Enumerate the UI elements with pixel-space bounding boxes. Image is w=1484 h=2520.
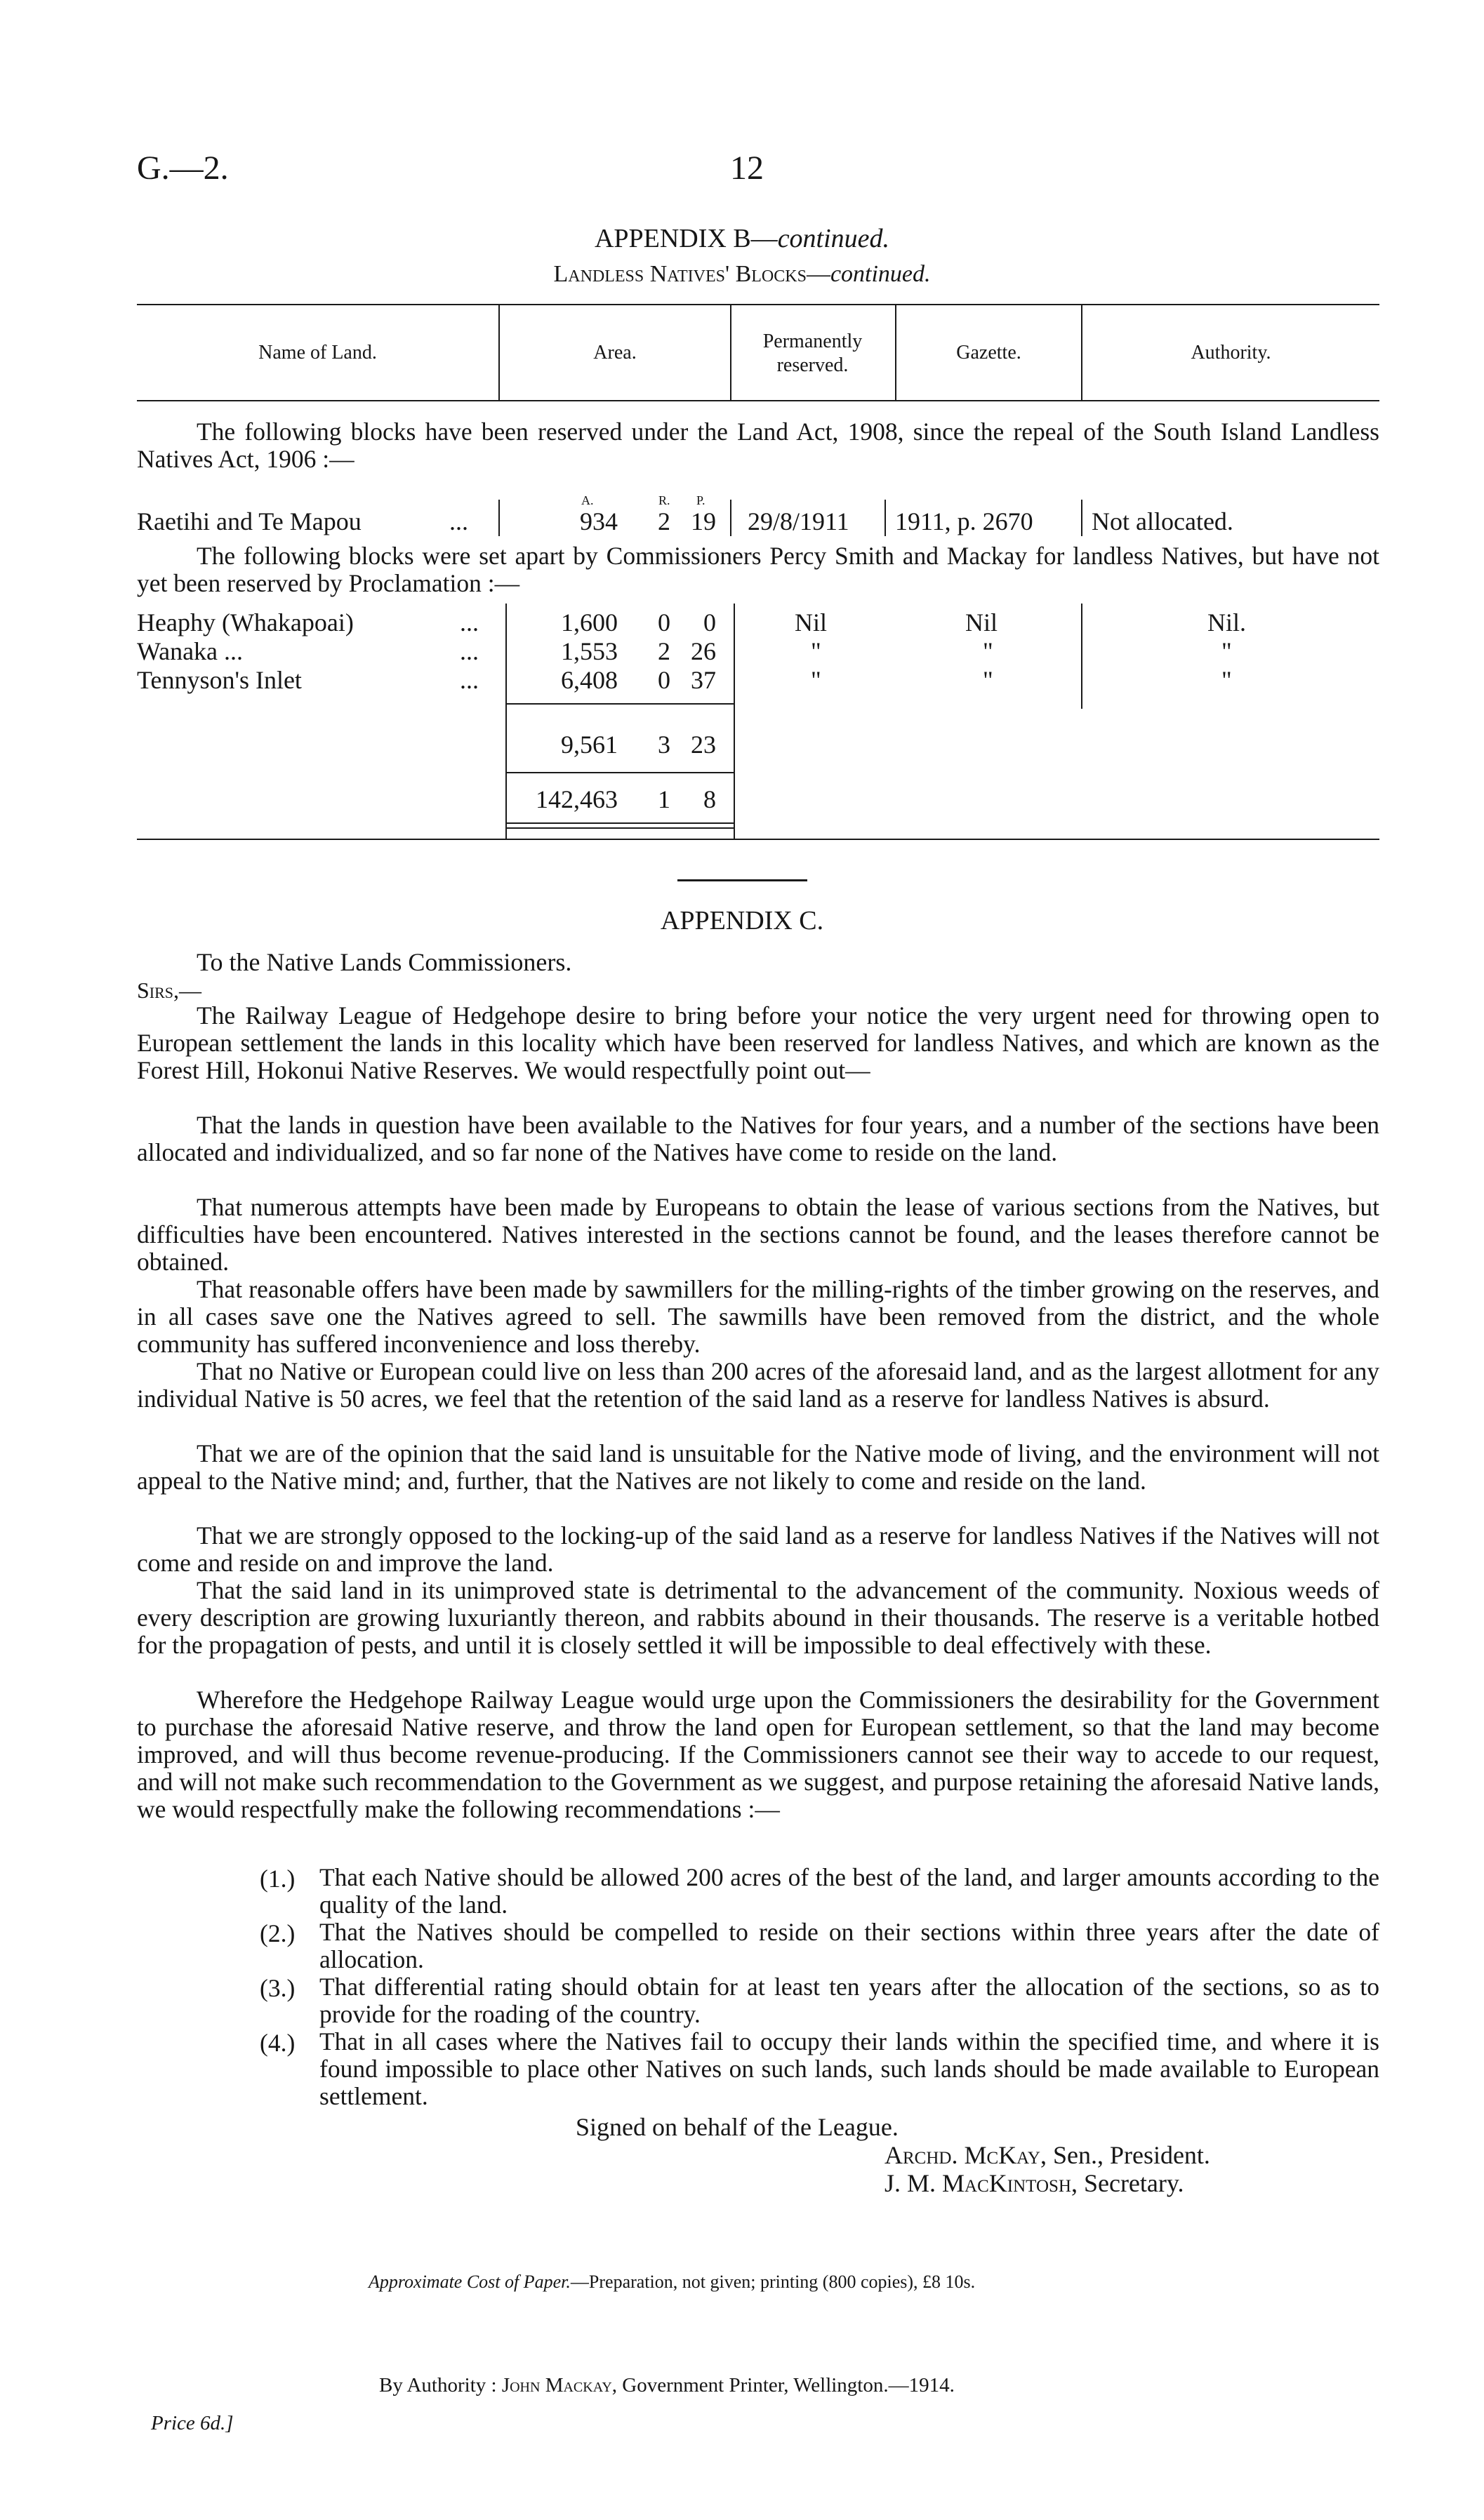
col-divider xyxy=(505,604,507,839)
row-wanaka-roods: 2 xyxy=(658,637,670,665)
appendix-b-para-2: The following blocks were set apart by Commissioners Percy Smith and Mackay for landless Natives, but have not yet been reserved by Proclamation :— xyxy=(137,542,1379,597)
row-tennyson-perches: 37 xyxy=(691,666,716,694)
row-tennyson-dots: ... xyxy=(460,666,479,694)
total-acres: 142,463 xyxy=(536,785,618,813)
recommendation-text: That each Native should be allowed 200 acres of the best of the land, and larger amounts according to the quality of the land. xyxy=(319,1863,1379,1919)
row-heaphy-gazette: Nil xyxy=(965,608,998,636)
table-header-rule xyxy=(137,400,1379,401)
row-heaphy-name: Heaphy (Whakapoai) xyxy=(137,608,354,636)
recommendation-text: That the Natives should be compelled to reside on their sections within three years after the date of allocation. xyxy=(319,1918,1379,1973)
table-bottom-rule xyxy=(137,839,1379,840)
letter-paragraph: That reasonable offers have been made by sawmillers for the milling-rights of the timber growing on the reserves, and in all cases save one the Natives agreed to sell. The sawmills have been removed from the district, and the whole community has suffered inconvenience and loss thereby. xyxy=(137,1275,1379,1358)
raetihi-name: Raetihi and Te Mapou xyxy=(137,507,362,535)
recommendation-number: (1.) xyxy=(260,1865,296,1893)
row-heaphy-reserved: Nil xyxy=(795,608,828,636)
raetihi-reserved: 29/8/1911 xyxy=(748,507,849,535)
unit-label-roods: R. xyxy=(658,493,670,507)
letter-paragraph: That no Native or European could live on less than 200 acres of the aforesaid land, and as the largest allotment for any individual Native is 50 acres, we feel that the retention of the said land as a reserve for landless Natives is absurd. xyxy=(137,1357,1379,1413)
subtotal-perches: 23 xyxy=(691,731,716,759)
recommendation-text: That in all cases where the Natives fail to occupy their lands within the specified time, and where it is found impossible to place other Natives on such lands, such lands should be made available to European settlement. xyxy=(319,2027,1379,2110)
recommendation-text: That differential rating should obtain for at least ten years after the allocation of the sections, so as to provide for the roading of the country. xyxy=(319,1973,1379,2028)
document-reference: G.—2. xyxy=(137,149,229,187)
col-header-reserved: Permanently reserved. xyxy=(762,331,863,376)
col-divider xyxy=(730,305,731,400)
raetihi-roods: 2 xyxy=(658,507,670,535)
signed-line: Signed on behalf of the League. xyxy=(576,2113,899,2141)
signatory-president: Archd. McKay, Sen., President. xyxy=(885,2141,1210,2169)
subtotal-acres: 9,561 xyxy=(561,731,618,759)
row-wanaka-gazette: " xyxy=(983,637,993,665)
row-wanaka-name: Wanaka ... xyxy=(137,637,244,665)
appendix-b-subtitle-main: Landless Natives' Blocks— xyxy=(553,261,830,287)
col-header-authority: Authority. xyxy=(1191,342,1271,364)
row-tennyson-gazette: " xyxy=(983,666,993,694)
appendix-b-subtitle-cont: continued. xyxy=(830,261,931,287)
price-note: Price 6d.] xyxy=(151,2412,234,2434)
appendix-c-title: APPENDIX C. xyxy=(660,906,824,935)
cost-of-paper-note: Approximate Cost of Paper.—Preparation, not given; printing (800 copies), £8 10s. xyxy=(369,2272,976,2292)
row-wanaka-authority: " xyxy=(1221,637,1232,665)
row-tennyson-reserved: " xyxy=(811,666,821,694)
row-wanaka-acres: 1,553 xyxy=(561,637,618,665)
letter-paragraph: That the said land in its unimproved state is detrimental to the advancement of the community. Noxious weeds of every description are growing luxuriantly thereon, and rabbits abound in their thousands. The reserve is a veritable hotbed for the propagation of pests, and until it is closely settled it will be impossible to deal effectively with these. xyxy=(137,1576,1379,1659)
addressee: To the Native Lands Commissioners. xyxy=(197,948,572,976)
raetihi-dots: ... xyxy=(449,507,468,535)
row-heaphy-perches: 0 xyxy=(703,608,716,636)
unit-label-perches: P. xyxy=(696,493,705,507)
row-tennyson-name: Tennyson's Inlet xyxy=(137,666,302,694)
subtotal-roods: 3 xyxy=(658,731,670,759)
appendix-b-title-cont: continued. xyxy=(777,224,890,253)
raetihi-perches: 19 xyxy=(691,507,716,535)
row-heaphy-authority: Nil. xyxy=(1207,608,1247,636)
row-wanaka-dots: ... xyxy=(460,637,479,665)
raetihi-acres: 934 xyxy=(580,507,618,535)
row-wanaka-reserved: " xyxy=(811,637,821,665)
col-divider xyxy=(1081,500,1082,536)
row-tennyson-authority: " xyxy=(1221,666,1232,694)
appendix-b-title-main: APPENDIX B— xyxy=(594,224,778,253)
total-double-rule xyxy=(505,827,734,829)
col-divider xyxy=(885,500,886,536)
recommendation-number: (2.) xyxy=(260,1919,296,1947)
unit-label-acres: A. xyxy=(581,493,594,507)
col-header-name: Name of Land. xyxy=(258,342,377,364)
row-wanaka-perches: 26 xyxy=(691,637,716,665)
appendix-b-subtitle xyxy=(0,261,1484,288)
col-divider xyxy=(1081,604,1082,709)
col-divider xyxy=(730,500,731,536)
letter-paragraph: That we are strongly opposed to the locking-up of the said land as a reserve for landless Natives if the Natives will not come and reside on and improve the land. xyxy=(137,1521,1379,1577)
row-tennyson-roods: 0 xyxy=(658,666,670,694)
section-separator xyxy=(677,879,807,881)
row-heaphy-roods: 0 xyxy=(658,608,670,636)
appendix-b-title xyxy=(0,223,1484,254)
total-perches: 8 xyxy=(703,785,716,813)
raetihi-authority: Not allocated. xyxy=(1092,507,1233,535)
recommendation-number: (3.) xyxy=(260,1974,296,2002)
raetihi-gazette: 1911, p. 2670 xyxy=(895,507,1033,535)
authority-line: By Authority : John Mackay, Government Printer, Wellington.—1914. xyxy=(379,2374,955,2396)
total-roods: 1 xyxy=(658,785,670,813)
appendix-b-para-1: The following blocks have been reserved under the Land Act, 1908, since the repeal of the South Island Landless Natives Act, 1906 :— xyxy=(137,418,1379,473)
letter-paragraph: That the lands in question have been available to the Natives for four years, and a number of the sections have been allocated and individualized, and so far none of the Natives have come to reside on the land. xyxy=(137,1111,1379,1166)
table-top-rule xyxy=(137,304,1379,305)
letter-paragraph: Wherefore the Hedgehope Railway League would urge upon the Commissioners the desirability for the Government to purchase the aforesaid Native reserve, and throw the land open for European settlement, so that the land may become improved, and will thus become revenue-producing. If the Commissioners cannot see their way to accede to our request, and will not make such recommendation to the Government as we suggest, and purpose retaining the aforesaid Native lands, we would respectfully make the following recommendations :— xyxy=(137,1686,1379,1823)
row-heaphy-dots: ... xyxy=(460,608,479,636)
page-number: 12 xyxy=(730,149,764,187)
row-heaphy-acres: 1,600 xyxy=(561,608,618,636)
recommendation-number: (4.) xyxy=(260,2029,296,2057)
col-header-gazette: Gazette. xyxy=(956,342,1021,364)
col-header-area: Area. xyxy=(593,342,637,364)
col-divider xyxy=(734,604,735,839)
total-double-rule xyxy=(505,822,734,824)
salutation: Sirs,— xyxy=(137,978,202,1003)
subtotal-rule xyxy=(505,703,734,705)
col-divider xyxy=(498,500,500,536)
row-tennyson-acres: 6,408 xyxy=(561,666,618,694)
total-rule xyxy=(505,772,734,773)
signatory-secretary: J. M. MacKintosh, Secretary. xyxy=(885,2169,1184,2197)
letter-paragraph: The Railway League of Hedgehope desire to bring before your notice the very urgent need for throwing open to European settlement the lands in this locality which have been reserved for landless Natives, and which are known as the Forest Hill, Hokonui Native Reserves. We would respectfully point out— xyxy=(137,1001,1379,1084)
letter-paragraph: That we are of the opinion that the said land is unsuitable for the Native mode of living, and the environment will not appeal to the Native mind; and, further, that the Natives are not likely to come and reside on the land. xyxy=(137,1439,1379,1495)
letter-paragraph: That numerous attempts have been made by Europeans to obtain the lease of various sections from the Natives, but difficulties have been encountered. Natives interested in the sections cannot be found, and the leases therefore cannot be obtained. xyxy=(137,1193,1379,1276)
